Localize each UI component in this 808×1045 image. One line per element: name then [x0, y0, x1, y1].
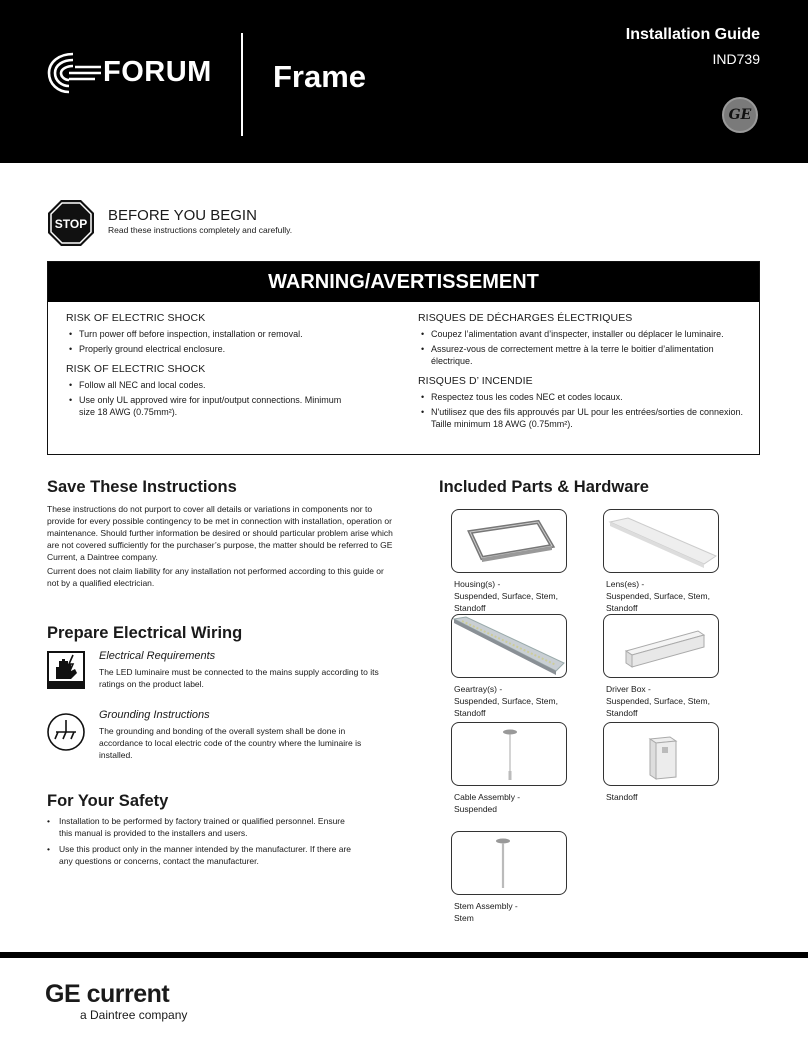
part-name: Lens(es) -	[606, 579, 645, 589]
risk-item: • N'utilisez que des fils approuvés par UL pour les entrées/sorties de connexion. Taille minimum 18 AWG (0.75mm²).	[418, 406, 748, 430]
housing-illustration	[452, 510, 567, 573]
save-instructions-para: These instructions do not purport to cover all details or variations in components nor to provide for every possible contingency to be met in connection with installation, operation or maintenance. Should further information be desired or should particular problem arise which are not covered sufficiently for the purchaser’s purpose, the matter should be referred to GE Current, a Daintree company.	[47, 504, 393, 562]
risk-list	[418, 391, 748, 430]
risk-item: • Use only UL approved wire for input/output connections. Minimum size 18 AWG (0.75mm²).	[66, 394, 356, 418]
ground-symbol-icon	[46, 712, 86, 752]
geartray-image	[451, 614, 567, 678]
warning-box	[47, 261, 760, 455]
risk-list	[66, 379, 356, 418]
risk-item: • Assurez-vous de correctement mettre à la terre le boitier d’alimentation électrique.	[418, 343, 748, 367]
risk-list	[418, 328, 748, 367]
part-variants: Suspended, Surface, Stem, Standoff	[454, 696, 558, 718]
part-variants: Suspended, Surface, Stem, Standoff	[454, 591, 558, 613]
prepare-wiring-title: Prepare Electrical Wiring	[47, 624, 243, 642]
part-name: Driver Box -	[606, 684, 651, 694]
grounding-instructions-text: The grounding and bonding of the overall system shall be done in accordance to local electric code of the country where the luminaire is installed.	[99, 726, 362, 760]
save-instructions-body	[47, 503, 397, 589]
warning-title: WARNING/AVERTISSEMENT	[48, 262, 759, 302]
lens-illustration	[604, 510, 719, 573]
part-name: Cable Assembly -	[454, 792, 521, 802]
part-name: Housing(s) -	[454, 579, 501, 589]
standoff-caption	[606, 791, 726, 803]
cable-assembly-illustration	[452, 723, 567, 786]
save-instructions-para: Current does not claim liability for any installation not performed according to this guide or not by a qualified electrician.	[47, 566, 384, 588]
safety-item: • Use this product only in the manner intended by the manufacturer. If there are any questions or concerns, contact the manufacturer.	[47, 843, 357, 867]
document-code: IND739	[712, 51, 760, 67]
before-you-begin-title: BEFORE YOU BEGIN	[108, 207, 257, 224]
lens-image	[603, 509, 719, 573]
product-name: Frame	[273, 59, 367, 94]
part-name: Stem Assembly -	[454, 901, 518, 911]
ge-current-logo: GE current	[45, 980, 170, 1008]
part-variants: Stem	[454, 913, 474, 923]
part-variants: Suspended, Surface, Stem, Standoff	[606, 591, 710, 613]
safety-item: • Installation to be performed by factory trained or qualified personnel. Ensure this manual is provided to the installers and users.	[47, 815, 357, 839]
warning-english-column	[66, 312, 356, 426]
header-banner	[0, 0, 808, 163]
electrical-hazard-icon	[47, 651, 85, 689]
driver-box-caption	[606, 683, 726, 719]
risk-item: • Coupez l’alimentation avant d’inspecter, installer ou déplacer le luminaire.	[418, 328, 748, 340]
stem-assembly-caption	[454, 900, 574, 924]
header-divider	[241, 33, 243, 136]
cable-assembly-caption	[454, 791, 574, 815]
risk-item: • Respectez tous les codes NEC et codes locaux.	[418, 391, 748, 403]
parts-title: Included Parts & Hardware	[439, 478, 649, 496]
stop-label: STOP	[54, 217, 88, 231]
standoff-illustration	[604, 723, 719, 786]
part-variants: Suspended	[454, 804, 498, 814]
warning-french-column	[418, 312, 748, 438]
stem-assembly-illustration	[452, 832, 567, 895]
geartray-caption	[454, 683, 574, 719]
lens-caption	[606, 578, 726, 614]
standoff-image	[603, 722, 719, 786]
safety-title: For Your Safety	[47, 792, 169, 810]
part-variants: Suspended, Surface, Stem, Standoff	[606, 696, 710, 718]
driver-box-illustration	[604, 615, 719, 678]
risk-item: • Turn power off before inspection, installation or removal.	[66, 328, 356, 340]
driver-box-image	[603, 614, 719, 678]
risk-heading: RISQUES D’ INCENDIE	[418, 375, 533, 387]
guide-title: Installation Guide	[625, 26, 760, 43]
grounding-instructions-block	[99, 709, 389, 761]
electrical-requirements-text: The LED luminaire must be connected to the mains supply according to its ratings on the product label.	[99, 667, 379, 689]
risk-heading: RISQUES DE DÉCHARGES ÉLECTRIQUES	[418, 312, 633, 324]
risk-heading: RISK OF ELECTRIC SHOCK	[66, 312, 206, 324]
electrical-requirements-block	[99, 650, 389, 690]
ge-monogram-logo: GE	[722, 97, 758, 133]
grounding-instructions-title: Grounding Instructions	[99, 709, 210, 721]
forum-logo-text: FORUM	[103, 55, 212, 88]
housing-caption	[454, 578, 574, 614]
stop-sign-icon	[47, 199, 95, 247]
stem-assembly-image	[451, 831, 567, 895]
part-name: Standoff	[606, 792, 638, 802]
forum-swirl-icon	[45, 46, 101, 98]
risk-list	[66, 328, 356, 355]
housing-image	[451, 509, 567, 573]
footer-bar	[0, 952, 808, 958]
electrical-requirements-title: Electrical Requirements	[99, 650, 216, 662]
geartray-illustration	[452, 615, 567, 678]
part-name: Geartray(s) -	[454, 684, 503, 694]
ge-current-tagline: a Daintree company	[80, 1008, 188, 1022]
risk-item: • Properly ground electrical enclosure.	[66, 343, 356, 355]
before-you-begin-subtitle: Read these instructions completely and carefully.	[108, 225, 293, 235]
forum-logo	[45, 46, 212, 98]
safety-list	[47, 815, 357, 871]
save-instructions-title: Save These Instructions	[47, 478, 237, 496]
risk-heading: RISK OF ELECTRIC SHOCK	[66, 363, 206, 375]
risk-item: • Follow all NEC and local codes.	[66, 379, 356, 391]
cable-assembly-image	[451, 722, 567, 786]
